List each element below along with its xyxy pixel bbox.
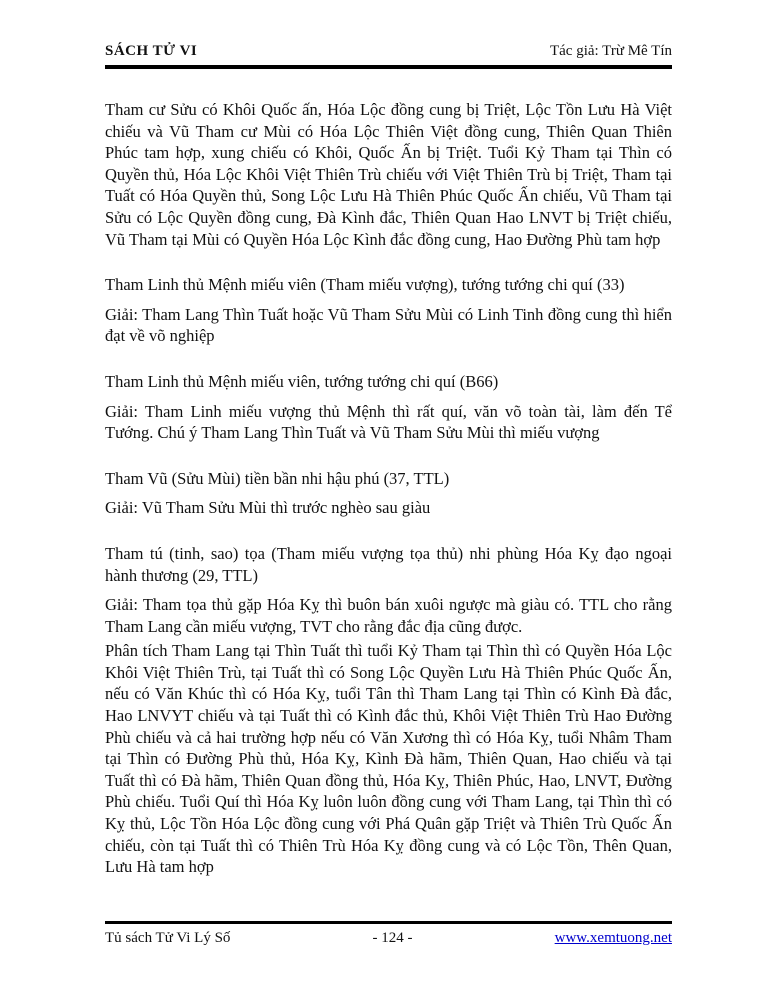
page-body <box>105 99 672 878</box>
footer-series-title: Tủ sách Tử Vi Lý Số <box>105 930 231 946</box>
statement-line: Tham tú (tinh, sao) tọa (Tham miếu vượng tọa thủ) nhi phùng Hóa Kỵ đạo ngoại hành thương (29, TTL) <box>105 543 672 585</box>
page-footer <box>105 921 672 947</box>
page-number: - 124 - <box>372 930 413 946</box>
website-link[interactable]: www.xemtuong.net <box>554 930 672 946</box>
explanation-paragraph: Giải: Vũ Tham Sửu Mùi thì trước nghèo sau giàu <box>105 498 431 518</box>
book-title: SÁCH TỬ VI <box>105 43 198 59</box>
page-header <box>105 0 672 69</box>
analysis-paragraph: Phân tích Tham Lang tại Thìn Tuất thì tuổi Kỷ Tham tại Thìn thì có Quyền Hóa Lộc Khôi Việt Thiên Trù, tại Tuất thì có Song Lộc Quyền Lưu Hà Thiên Phúc Quốc Ấn, nếu có Văn Khúc thì có Hóa Kỵ, tuổi Tân thì Tham Lang tại Thìn có Kình Đà đắc, Hao LNVYT chiếu và tại Tuất thì có Kình đắc thủ, Khôi Việt Thiên Trù Hao Đường Phù chiếu và cả hai trường hợp nếu có Văn Xương thì có Hóa Kỵ, tuổi Nhâm Tham tại Thìn có Đường Phù thủ, Hóa Kỵ, Kình Đà hãm, Thiên Quan, Hao chiếu và tại Tuất thì có Đà hãm, Thiên Quan đồng thủ, Hóa Kỵ, Thiên Phúc, Hao, LNVT, Đường Phù chiếu. Tuổi Quí thì Hóa Kỵ luôn luôn đồng cung với Tham Lang, tại Thìn thì có Kỵ thủ, Lộc Tồn Hóa Lộc đồng cung với Phá Quân gặp Triệt và Thiên Trù Quốc Ấn chiếu, còn tại Tuất thì có Thiên Trù Hóa Kỵ đồng cung và có Lộc Tồn, Thên Quan, Lưu Hà tam hợp <box>105 641 672 877</box>
intro-paragraph: Tham cư Sửu có Khôi Quốc ấn, Hóa Lộc đồng cung bị Triệt, Lộc Tồn Lưu Hà Việt chiếu và Vũ Tham cư Mùi có Hóa Lộc Thiên Việt đồng cung, Thiên Quan Thiên Phúc tam hợp, xung chiếu có Khôi, Quốc Ấn bị Triệt. Tuổi Kỷ Tham tại Thìn có Quyền thủ, Hóa Lộc Khôi Việt Thiên Trù chiếu với Việt Thiên Trù bị Triệt, Tham tại Tuất có Hóa Quyền thủ, Song Lộc Lưu Hà Thiên Phúc Quốc Ấn chiếu, Vũ Tham tại Sửu có Lộc Quyền đồng cung, Đà Kình đắc, Thiên Quan Hao LNVT bị Triệt chiếu, Vũ Tham tại Mùi có Quyền Hóa Lộc Kình đắc đồng cung, Hao Đường Phù tam hợp <box>105 100 672 249</box>
statement-line: Tham Linh thủ Mệnh miếu viên, tướng tướng chi quí (B66) <box>105 371 499 391</box>
explanation-paragraph: Giải: Tham Lang Thìn Tuất hoặc Vũ Tham Sửu Mùi có Linh Tinh đồng cung thì hiển đạt về võ nghiệp <box>105 304 672 346</box>
explanation-paragraph: Giải: Tham Linh miếu vượng thủ Mệnh thì rất quí, văn võ toàn tài, làm đến Tể Tướng. Chú ý Tham Lang Thìn Tuất và Vũ Tham Sửu Mùi thì miếu vượng <box>105 401 672 443</box>
statement-line: Tham Linh thủ Mệnh miếu viên (Tham miếu vượng), tướng tướng chi quí (33) <box>105 275 625 295</box>
author-credit: Tác giả: Trừ Mê Tín <box>549 43 672 59</box>
statement-line: Tham Vũ (Sửu Mùi) tiền bần nhi hậu phú (37, TTL) <box>105 468 450 488</box>
explanation-paragraph: Giải: Tham tọa thủ gặp Hóa Kỵ thì buôn bán xuôi ngược mà giàu có. TTL cho rằng Tham Lang cần miếu vượng, TVT cho rằng đắc địa cũng được. <box>105 595 672 636</box>
